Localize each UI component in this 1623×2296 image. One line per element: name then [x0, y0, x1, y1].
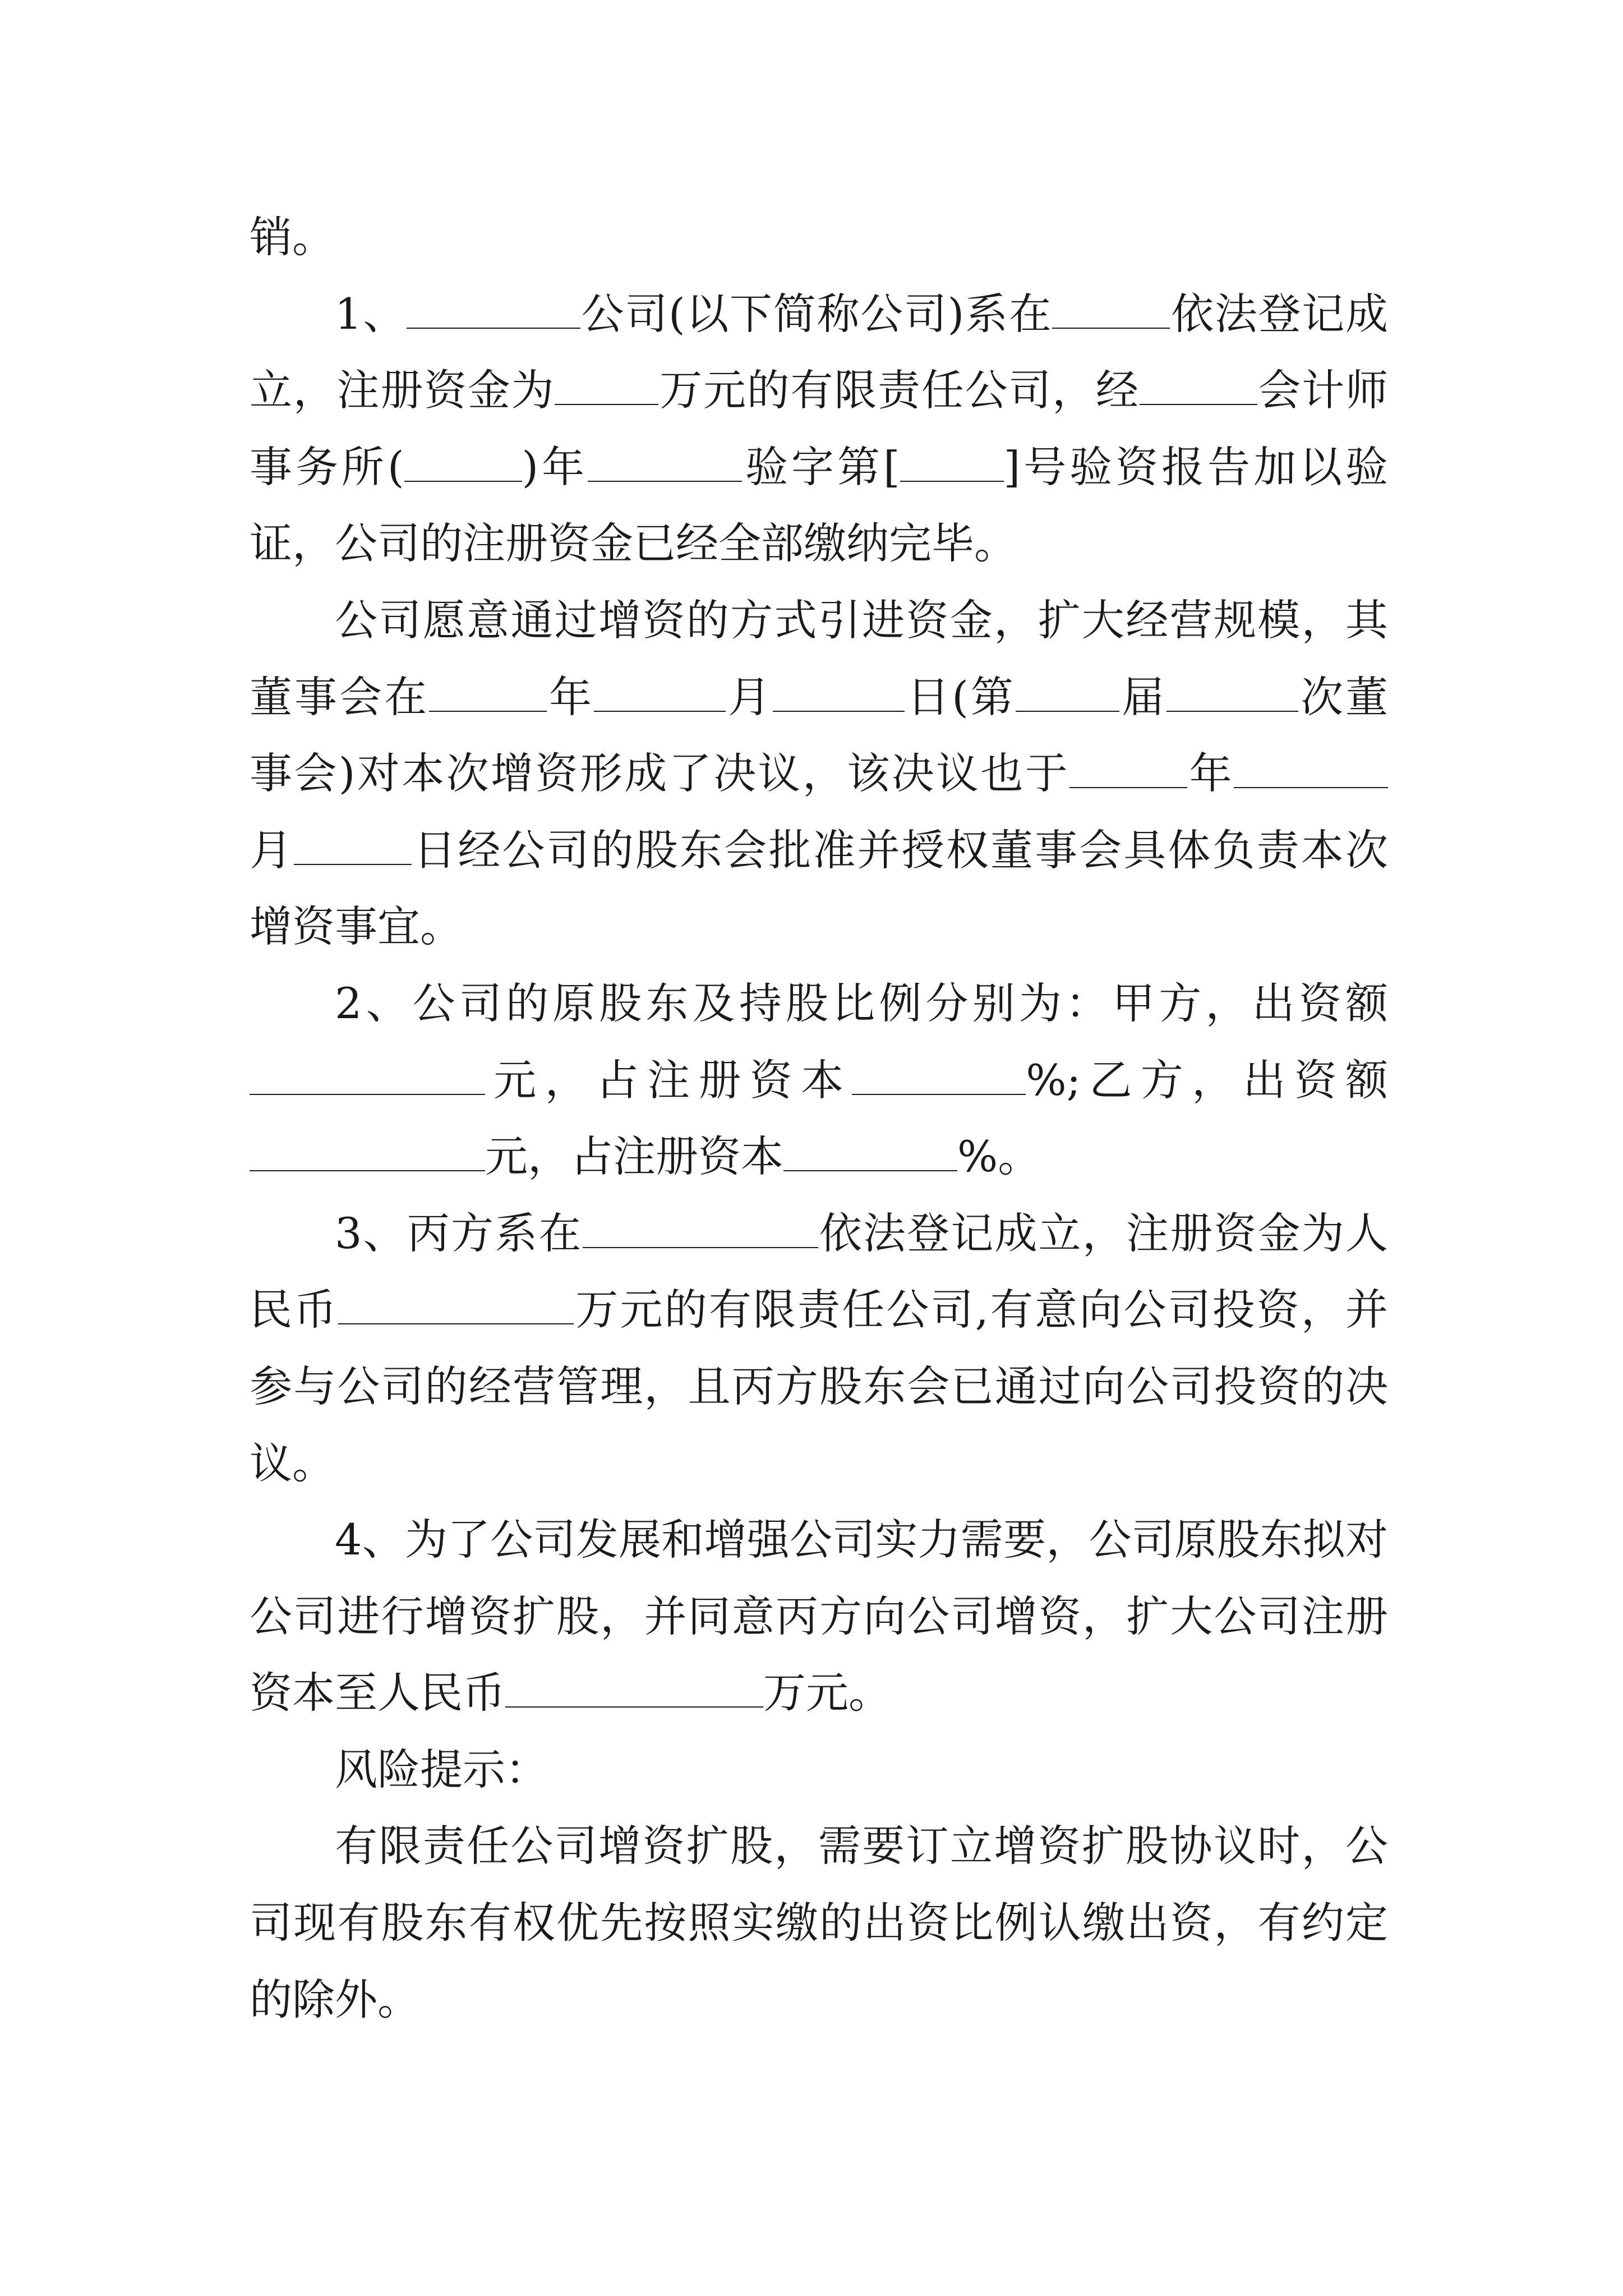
- text-fragment: 风险提示：: [335, 1744, 548, 1795]
- fill-in-blank[interactable]: [900, 440, 1004, 482]
- text-fragment: 会计师事务所(: [250, 365, 1389, 492]
- fill-in-blank[interactable]: [404, 440, 522, 482]
- fill-in-blank[interactable]: [505, 1666, 763, 1708]
- paragraph-board-resolution: [250, 582, 1388, 965]
- text-fragment: %;乙方，出资额: [1026, 1055, 1388, 1105]
- text-fragment: 公司(以下简称公司)系在: [580, 288, 1053, 339]
- text-fragment: )年: [522, 441, 588, 492]
- text-fragment: %。: [957, 1131, 1041, 1182]
- text-fragment: 日经公司的股东会批准并授权董事会具体负责本次增资事宜。: [250, 825, 1389, 952]
- text-fragment: 次董事会)对本次增资形成了决议，该决议也于: [250, 671, 1389, 799]
- text-fragment: 万元的有限责任公司，经: [658, 365, 1140, 416]
- fill-in-blank[interactable]: [250, 1053, 485, 1095]
- paragraph-continuation: [250, 199, 1388, 276]
- text-fragment: 有限责任公司增资扩股，需要订立增资扩股协议时，公司现有股东有权优先按照实缴的出资比例认缴出资，有约定的除外。: [250, 1821, 1388, 2024]
- fill-in-blank[interactable]: [588, 440, 742, 482]
- fill-in-blank[interactable]: [1140, 364, 1257, 405]
- text-fragment: 依法登记成立，注册资金为: [250, 288, 1389, 416]
- paragraph-item-1: [250, 276, 1388, 582]
- text-fragment: 届: [1119, 671, 1166, 722]
- text-fragment: 元，占注册资本: [485, 1131, 783, 1182]
- fill-in-blank[interactable]: [407, 287, 580, 329]
- text-fragment: ]号验资报告加以验证，公司的注册资金已经全部缴纳完毕。: [250, 441, 1388, 569]
- fill-in-blank[interactable]: [250, 1130, 485, 1171]
- text-fragment: 公司愿意通过增资的方式引进资金，扩大经营规模，其董事会在: [250, 595, 1388, 722]
- text-fragment: 依法登记成立，注册资金为人民币: [250, 1208, 1389, 1335]
- document-page: [250, 199, 1388, 2038]
- fill-in-blank[interactable]: [1166, 670, 1298, 712]
- fill-in-blank[interactable]: [1069, 747, 1187, 788]
- paragraph-item-3: [250, 1195, 1388, 1502]
- paragraph-item-2: [250, 965, 1388, 1195]
- text-fragment: 元，占注册资本: [485, 1055, 852, 1105]
- text-fragment: 月: [250, 825, 294, 875]
- fill-in-blank[interactable]: [1234, 747, 1388, 788]
- text-fragment: 万元。: [763, 1668, 891, 1718]
- text-fragment: 2、公司的原股东及持股比例分别为：甲方，出资额: [335, 978, 1388, 1028]
- risk-notice-heading: [250, 1732, 1388, 1809]
- fill-in-blank[interactable]: [294, 823, 412, 865]
- fill-in-blank[interactable]: [594, 670, 726, 712]
- text-fragment: 年: [547, 671, 594, 722]
- fill-in-blank[interactable]: [429, 670, 547, 712]
- risk-notice-body: [250, 1808, 1388, 2038]
- fill-in-blank[interactable]: [852, 1053, 1026, 1095]
- text-fragment: 3、丙方系在: [335, 1208, 583, 1258]
- text-fragment: 验字第[: [742, 441, 900, 492]
- paragraph-item-4: [250, 1502, 1388, 1732]
- fill-in-blank[interactable]: [555, 364, 658, 405]
- fill-in-blank[interactable]: [583, 1207, 818, 1248]
- text-fragment: 月: [726, 671, 773, 722]
- text-fragment: 万元的有限责任公司,有意向公司投资，并参与公司的经营管理，且丙方股东会已通过向公司投资的决议。: [250, 1285, 1388, 1488]
- text-fragment: 销。: [250, 212, 335, 262]
- fill-in-blank[interactable]: [1052, 287, 1170, 329]
- fill-in-blank[interactable]: [338, 1283, 574, 1324]
- fill-in-blank[interactable]: [783, 1130, 957, 1171]
- fill-in-blank[interactable]: [1016, 670, 1119, 712]
- text-fragment: 4、为了公司发展和增强公司实力需要，公司原股东拟对公司进行增资扩股，并同意丙方向公司增资，扩大公司注册资本至人民币: [250, 1515, 1388, 1718]
- text-fragment: 日(第: [905, 671, 1016, 722]
- text-fragment: 年: [1187, 748, 1234, 799]
- text-fragment: 1、: [335, 288, 407, 339]
- fill-in-blank[interactable]: [773, 670, 905, 712]
